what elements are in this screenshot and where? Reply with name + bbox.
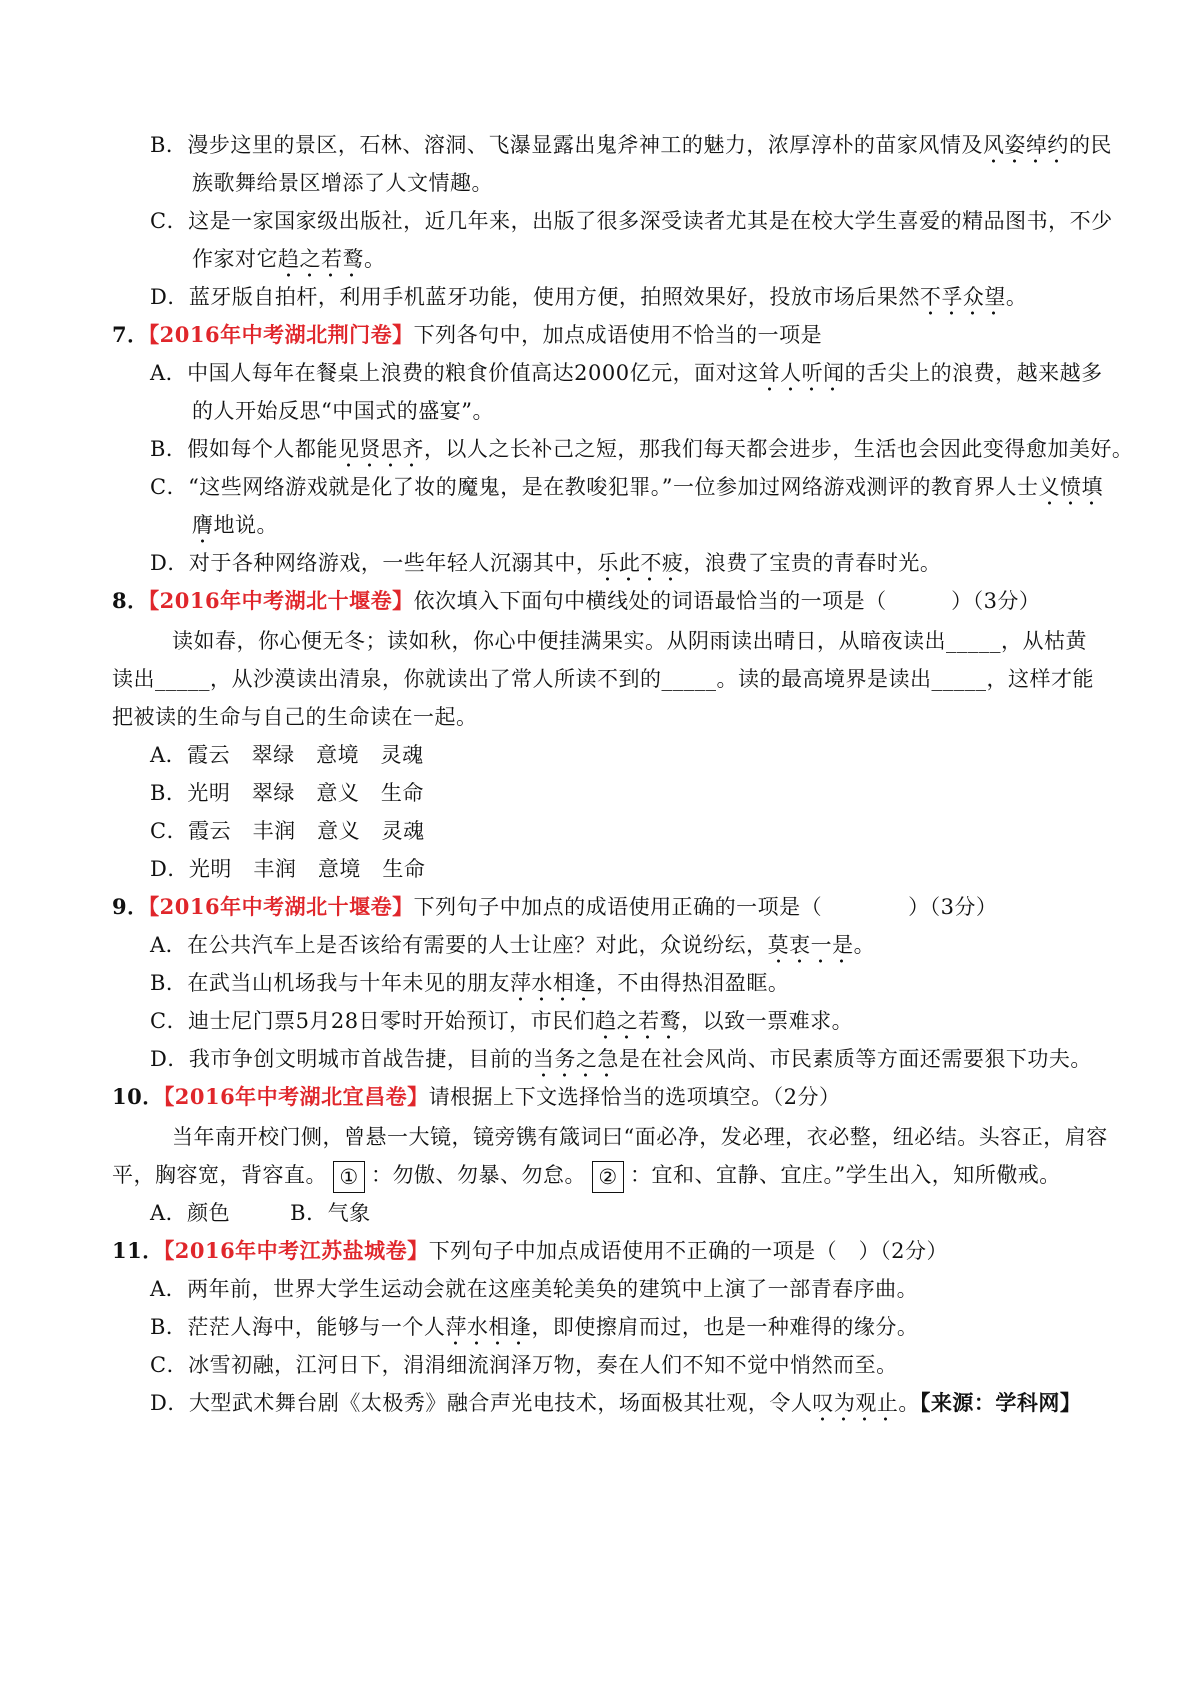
- question-source: 【2016年中考江苏盐城卷】: [163, 1238, 429, 1263]
- question-number: 8．: [112, 588, 149, 613]
- question-stem: 请根据上下文选择恰当的选项填空。（2分）: [428, 1085, 841, 1109]
- question-number: 7．: [112, 322, 149, 347]
- option-text: 的民: [1068, 133, 1112, 157]
- option-text: ，即使擦肩而过，也是一种难得的缘分。: [531, 1315, 919, 1339]
- question-source: 【2016年中考湖北十堰卷】: [148, 588, 414, 613]
- option-text: D．对于各种网络游戏，一些年轻人沉溺其中，: [150, 551, 598, 575]
- q9-option-a: [150, 930, 875, 960]
- question-source: 【2016年中考湖北荆门卷】: [148, 322, 414, 347]
- dotted-idiom: 萍水相逢: [445, 1315, 531, 1346]
- q9-option-b: [150, 968, 789, 998]
- q7-option-d: [150, 548, 941, 578]
- option-text: C．迪士尼门票5月28日零时开始预订，市民们: [150, 1009, 596, 1033]
- option-text: 。: [364, 247, 386, 271]
- option-text: 。: [898, 1391, 920, 1415]
- option-text: ，以人之长补己之短，那我们每天都会进步，生活也会因此变得愈加美好。: [423, 437, 1134, 461]
- option-text: ，不由得热泪盈眶。: [595, 971, 790, 995]
- question-stem: 下列各句中，加点成语使用不恰当的一项是: [413, 323, 823, 347]
- q7-option-a-continued: 的人开始反思“中国式的盛宴”。: [192, 399, 494, 423]
- question-10: [112, 1082, 841, 1112]
- q10-passage-line-1: 当年南开校门侧，曾悬一大镜，镜旁镌有箴词曰“面必净，发必理，衣必整，纽必结。头容正，肩容: [172, 1125, 1108, 1149]
- q11-option-a: A．两年前，世界大学生运动会就在这座美轮美奂的建筑中上演了一部青春序曲。: [150, 1277, 919, 1301]
- dotted-idiom: 叹为观止: [812, 1391, 898, 1422]
- q11-option-c: C．冰雪初融，江河日下，涓涓细流润泽万物，奏在人们不知不觉中悄然而至。: [150, 1353, 898, 1377]
- q8-passage-line-3: 把被读的生命与自己的生命读在一起。: [112, 705, 478, 729]
- passage-text: 平，胸容宽，背容直。: [112, 1163, 327, 1187]
- option-text: D．蓝牙版自拍杆，利用手机蓝牙功能，使用方便，拍照效果好，投放市场后果然: [150, 285, 920, 309]
- q8-passage-line-2: 读出_____，从沙漠读出清泉，你就读出了常人所读不到的_____。读的最高境界是读出_____，这样才能: [112, 667, 1094, 691]
- passage-text: ：勿傲、勿暴、勿怠。: [371, 1163, 586, 1187]
- dotted-idiom: 义愤填: [1039, 475, 1104, 506]
- option-text: B．茫茫人海中，能够与一个人: [150, 1315, 446, 1339]
- option-text: 是在社会风尚、市民素质等方面还需要狠下功夫。: [618, 1047, 1092, 1071]
- dotted-idiom: 风姿绰约: [983, 133, 1069, 164]
- question-source: 【2016年中考湖北宜昌卷】: [163, 1084, 429, 1109]
- q11-option-b: [150, 1312, 918, 1342]
- question-source: 【2016年中考湖北十堰卷】: [148, 894, 414, 919]
- q8-option-d: D．光明 丰润 意境 生命: [150, 857, 426, 881]
- q6-option-b: [150, 130, 1112, 160]
- option-text: D．大型武术舞台剧《太极秀》融合声光电技术，场面极其壮观，令人: [150, 1391, 813, 1415]
- dotted-idiom: 耸人听闻: [759, 361, 845, 392]
- q10-passage-line-2: [112, 1160, 1061, 1193]
- option-text: B．在武当山机场我与十年未见的朋友: [150, 971, 510, 995]
- q6-option-d: [150, 282, 1027, 312]
- q8-option-a: A．霞云 翠绿 意境 灵魂: [150, 743, 424, 767]
- question-stem: 下列句子中加点成语使用不正确的一项是（ ）（2分）: [428, 1239, 949, 1263]
- q10-option-b: B．气象: [290, 1201, 371, 1225]
- option-text: C．“这些网络游戏就是化了妆的魔鬼，是在教唆犯罪。”一位参加过网络游戏测评的教育界人士: [150, 475, 1039, 499]
- question-stem: 依次填入下面句中横线处的词语最恰当的一项是（ ）（3分）: [413, 589, 1041, 613]
- option-text: D．我市争创文明城市首战告捷，目前的: [150, 1047, 533, 1071]
- option-text: 。: [1005, 285, 1028, 309]
- option-text: 的舌尖上的浪费，越来越多: [844, 361, 1103, 385]
- q10-option-a: A．颜色: [150, 1201, 231, 1225]
- question-9: [112, 892, 997, 922]
- question-11: [112, 1236, 948, 1266]
- q8-option-c: C．霞云 丰润 意义 灵魂: [150, 819, 425, 843]
- option-text: 地说。: [213, 513, 278, 537]
- q6-option-c-continued: [192, 244, 386, 274]
- dotted-idiom: 萍水相逢: [510, 971, 596, 1002]
- question-7: [112, 320, 822, 350]
- dotted-idiom: 见贤思齐: [338, 437, 424, 468]
- q7-option-c-continued: [192, 510, 278, 540]
- q11-option-d: [150, 1388, 1081, 1418]
- option-text: 。: [853, 933, 876, 957]
- dotted-idiom: 不孚众望: [920, 285, 1006, 316]
- source-note: 【来源：学科网】: [919, 1390, 1082, 1415]
- option-text: B．假如每个人都能: [150, 437, 338, 461]
- q8-passage-line-1: 读如春，你心便无冬；读如秋，你心中便挂满果实。从阴雨读出晴日，从暗夜读出_____，从枯黄: [172, 629, 1087, 653]
- dotted-idiom: 膺: [192, 513, 214, 544]
- option-text: A．在公共汽车上是否该给有需要的人士让座？对此，众说纷纭，: [150, 933, 768, 957]
- blank-box-2: ②: [592, 1161, 624, 1193]
- q10-options: [150, 1198, 371, 1228]
- question-8: [112, 586, 1040, 616]
- option-text: A．中国人每年在餐桌上浪费的粮食价值高达2000亿元，面对这: [150, 361, 759, 385]
- q7-option-c: [150, 472, 1103, 502]
- option-text: B．漫步这里的景区，石林、溶洞、飞瀑显露出鬼斧神工的魅力，浓厚淳朴的苗家风情及: [150, 133, 983, 157]
- q9-option-d: [150, 1044, 1092, 1074]
- passage-text: ：宜和、宜静、宜庄。”学生出入，知所儆戒。: [630, 1163, 1061, 1187]
- dotted-idiom: 乐此不疲: [597, 551, 683, 582]
- option-text: 作家对它: [192, 247, 278, 271]
- q7-option-a: [150, 358, 1103, 388]
- q6-option-b-continued: 族歌舞给景区增添了人文情趣。: [192, 171, 493, 195]
- dotted-idiom: 趋之若鹜: [595, 1009, 681, 1040]
- question-stem: 下列句子中加点的成语使用正确的一项是（ ）（3分）: [413, 895, 998, 919]
- dotted-idiom: 趋之若鹜: [278, 247, 364, 278]
- question-number: 11．: [112, 1238, 164, 1263]
- q7-option-b: [150, 434, 1133, 464]
- q8-option-b: B．光明 翠绿 意义 生命: [150, 781, 424, 805]
- option-text: ，以致一票难求。: [681, 1009, 854, 1033]
- dotted-idiom: 当务之急: [533, 1047, 619, 1078]
- option-text: ，浪费了宝贵的青春时光。: [683, 551, 942, 575]
- q6-option-c: C．这是一家国家级出版社，近几年来，出版了很多深受读者尤其是在校大学生喜爱的精品图书，不少: [150, 209, 1113, 233]
- dotted-idiom: 莫衷一是: [768, 933, 854, 964]
- blank-box-1: ①: [333, 1161, 365, 1193]
- question-number: 9．: [112, 894, 149, 919]
- question-number: 10．: [112, 1084, 164, 1109]
- q9-option-c: [150, 1006, 853, 1036]
